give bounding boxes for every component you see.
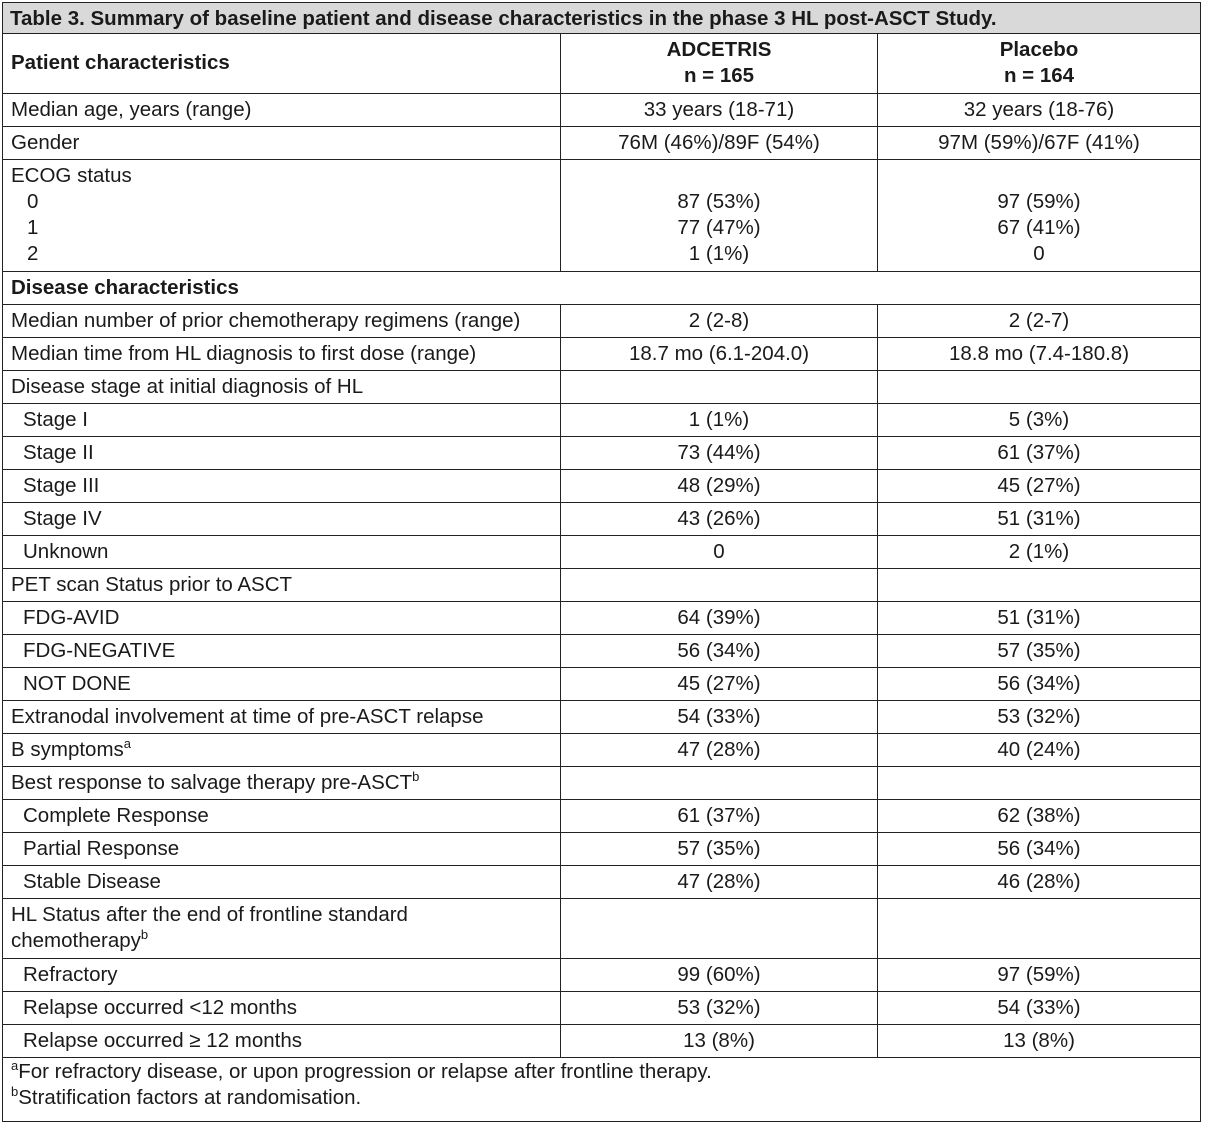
- footnote-text: Stratification factors at randomisation.: [18, 1085, 362, 1109]
- placebo-value: 97 (59%): [997, 190, 1081, 213]
- placebo-value: 40 (24%): [878, 733, 1201, 766]
- placebo-value: 61 (37%): [878, 436, 1201, 469]
- group-row: [3, 370, 1200, 403]
- table-row: [3, 634, 1200, 667]
- table-row: [3, 126, 1200, 159]
- bsymptoms-label: B symptoms: [11, 737, 124, 761]
- row-label: [3, 733, 561, 766]
- placebo-value: 18.8 mo (7.4-180.8): [878, 337, 1201, 370]
- placebo-value: 5 (3%): [878, 403, 1201, 436]
- row-label: Partial Response: [3, 832, 561, 865]
- group-row: [3, 766, 1200, 799]
- adcetris-value: 1 (1%): [688, 242, 750, 265]
- group-label: [3, 766, 561, 799]
- table-row: [3, 304, 1200, 337]
- placebo-n: n = 164: [1003, 64, 1075, 88]
- table-row: [3, 667, 1200, 700]
- hl-status-line2: chemotherapy: [11, 929, 141, 952]
- adcetris-value: 64 (39%): [561, 601, 878, 634]
- table-row: [3, 700, 1200, 733]
- row-label: Refractory: [3, 958, 561, 991]
- ecog-placebo: [878, 159, 1201, 271]
- row-label: Median age, years (range): [3, 93, 561, 126]
- footnote-mark: b: [140, 927, 149, 942]
- best-response-label: Best response to salvage therapy pre-ASCT: [11, 770, 413, 794]
- adcetris-value: 76M (46%)/89F (54%): [561, 126, 878, 159]
- ecog-level: 2: [27, 242, 39, 265]
- placebo-value: 97 (59%): [878, 958, 1201, 991]
- table-row: [3, 93, 1200, 126]
- placebo-value: 54 (33%): [878, 991, 1201, 1024]
- table-row: [3, 832, 1200, 865]
- group-row: [3, 898, 1200, 958]
- adcetris-value: 77 (47%): [677, 216, 761, 239]
- group-label: [3, 898, 561, 958]
- table-row: [3, 799, 1200, 832]
- adcetris-value: 57 (35%): [561, 832, 878, 865]
- ecog-adcetris: [561, 159, 878, 271]
- table-row: [3, 502, 1200, 535]
- table-row: [3, 469, 1200, 502]
- row-label: Stage IV: [3, 502, 561, 535]
- adcetris-value: 1 (1%): [561, 403, 878, 436]
- disease-characteristics-header: Disease characteristics: [3, 271, 1200, 304]
- ecog-labels: [3, 159, 561, 271]
- adcetris-value: 0: [561, 535, 878, 568]
- placebo-value: 13 (8%): [878, 1024, 1201, 1057]
- adcetris-value: 33 years (18-71): [561, 93, 878, 126]
- adcetris-value: 54 (33%): [561, 700, 878, 733]
- group-label: PET scan Status prior to ASCT: [3, 568, 561, 601]
- placebo-value: 32 years (18-76): [878, 93, 1201, 126]
- adcetris-value: 99 (60%): [561, 958, 878, 991]
- header-adcetris: [561, 34, 878, 93]
- placebo-value: 62 (38%): [878, 799, 1201, 832]
- table-caption: Table 3. Summary of baseline patient and disease characteristics in the phase 3 HL post-ASCT Study.: [3, 3, 1200, 34]
- characteristics-table: [3, 34, 1200, 1058]
- footnote: [11, 1085, 1192, 1111]
- placebo-value: 57 (35%): [878, 634, 1201, 667]
- placebo-name: Placebo: [999, 38, 1079, 62]
- table-row: [3, 1024, 1200, 1057]
- hl-status-line1: HL Status after the end of frontline standard: [11, 903, 408, 926]
- placebo-value: 67 (41%): [997, 216, 1081, 239]
- adcetris-value: 73 (44%): [561, 436, 878, 469]
- row-label: Median time from HL diagnosis to first dose (range): [3, 337, 561, 370]
- adcetris-n: n = 165: [683, 64, 755, 88]
- adcetris-value: 47 (28%): [561, 865, 878, 898]
- adcetris-value: 43 (26%): [561, 502, 878, 535]
- adcetris-value: 87 (53%): [677, 190, 761, 213]
- row-label: Gender: [3, 126, 561, 159]
- row-label: Relapse occurred ≥ 12 months: [3, 1024, 561, 1057]
- table-row: [3, 991, 1200, 1024]
- table-row: [3, 733, 1200, 766]
- placebo-value: 97M (59%)/67F (41%): [878, 126, 1201, 159]
- adcetris-value: 48 (29%): [561, 469, 878, 502]
- placebo-value: 53 (32%): [878, 700, 1201, 733]
- footnote-text: For refractory disease, or upon progression or relapse after frontline therapy.: [18, 1059, 712, 1083]
- row-label: Complete Response: [3, 799, 561, 832]
- footnote-mark: b: [11, 1083, 19, 1099]
- table-row: [3, 403, 1200, 436]
- adcetris-value: 13 (8%): [561, 1024, 878, 1057]
- row-label: FDG-AVID: [3, 601, 561, 634]
- placebo-value: 45 (27%): [878, 469, 1201, 502]
- table-row: [3, 865, 1200, 898]
- row-label: Stable Disease: [3, 865, 561, 898]
- row-label: Stage III: [3, 469, 561, 502]
- table-row: [3, 436, 1200, 469]
- table-frame: [2, 2, 1201, 1122]
- placebo-value: 2 (1%): [878, 535, 1201, 568]
- row-label: Median number of prior chemotherapy regimens (range): [3, 304, 561, 337]
- adcetris-value: 45 (27%): [561, 667, 878, 700]
- placebo-value: 2 (2-7): [878, 304, 1201, 337]
- footnote-mark: b: [412, 768, 420, 784]
- ecog-label: ECOG status: [11, 164, 132, 187]
- row-label: Unknown: [3, 535, 561, 568]
- header-placebo: [878, 34, 1201, 93]
- ecog-level: 1: [27, 216, 39, 239]
- adcetris-value: 53 (32%): [561, 991, 878, 1024]
- table-row: [3, 958, 1200, 991]
- placebo-value: 51 (31%): [878, 502, 1201, 535]
- row-label: Relapse occurred <12 months: [3, 991, 561, 1024]
- adcetris-value: 2 (2-8): [561, 304, 878, 337]
- group-label: Disease stage at initial diagnosis of HL: [3, 370, 561, 403]
- table-row: [3, 535, 1200, 568]
- row-label: NOT DONE: [3, 667, 561, 700]
- placebo-value: 46 (28%): [878, 865, 1201, 898]
- placebo-value: 51 (31%): [878, 601, 1201, 634]
- group-row: [3, 568, 1200, 601]
- footnote-mark: a: [123, 735, 132, 751]
- footnotes: [3, 1058, 1200, 1111]
- placebo-value: 0: [1033, 242, 1045, 265]
- placebo-value: 56 (34%): [878, 667, 1201, 700]
- header-row: [3, 34, 1200, 93]
- footnote: [11, 1059, 1192, 1085]
- row-label: FDG-NEGATIVE: [3, 634, 561, 667]
- row-label: Stage I: [3, 403, 561, 436]
- adcetris-name: ADCETRIS: [666, 38, 772, 62]
- header-label: Patient characteristics: [3, 34, 561, 93]
- row-label: Stage II: [3, 436, 561, 469]
- adcetris-value: 18.7 mo (6.1-204.0): [561, 337, 878, 370]
- ecog-row: [3, 159, 1200, 271]
- table-row: [3, 337, 1200, 370]
- table-row: [3, 601, 1200, 634]
- adcetris-value: 47 (28%): [561, 733, 878, 766]
- section-header-row: [3, 271, 1200, 304]
- adcetris-value: 61 (37%): [561, 799, 878, 832]
- placebo-value: 56 (34%): [878, 832, 1201, 865]
- row-label: Extranodal involvement at time of pre-ASCT relapse: [3, 700, 561, 733]
- ecog-level: 0: [27, 190, 39, 213]
- footnote-mark: a: [11, 1057, 19, 1073]
- adcetris-value: 56 (34%): [561, 634, 878, 667]
